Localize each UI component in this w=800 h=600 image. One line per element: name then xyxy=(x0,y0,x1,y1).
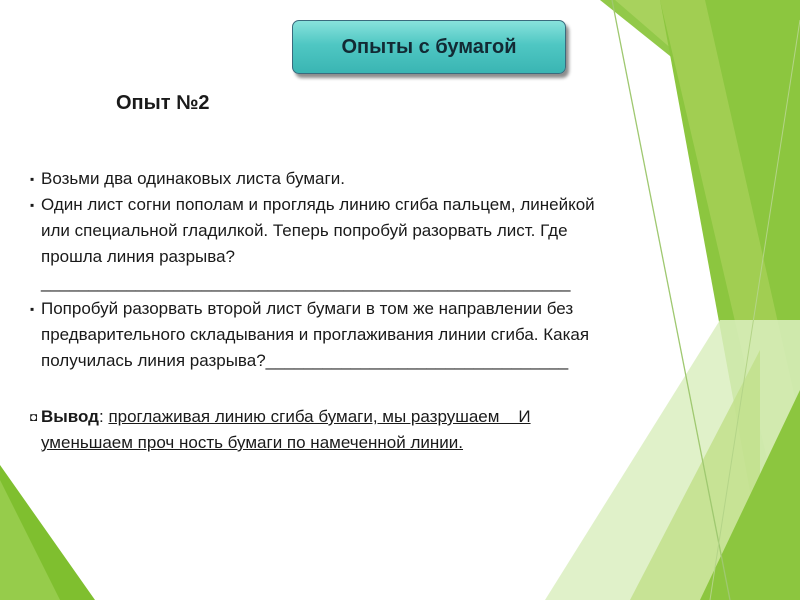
conclusion-label: Вывод xyxy=(41,407,99,426)
conclusion-line-1 xyxy=(30,404,775,430)
conclusion-bullet-icon: ◘ xyxy=(30,410,38,424)
list-item-line: Попробуй разорвать второй лист бумаги в том же направлении без xyxy=(41,299,574,318)
list-item xyxy=(30,192,775,296)
list-item-line: предварительного складывания и проглаживания линии сгиба. Какая xyxy=(41,325,590,344)
answer-blank-line: ________________________________________________________ xyxy=(41,273,571,292)
list-item-line: прошла линия разрыва? xyxy=(41,247,236,266)
bullet-icon: ▪ xyxy=(30,172,35,186)
bullet-icon: ▪ xyxy=(30,198,35,212)
list-item-line: получилась линия разрыва?________________________________ xyxy=(41,351,569,370)
list-item xyxy=(30,296,775,374)
experiment-heading: Опыт №2 xyxy=(116,92,210,114)
bullet-icon: ▪ xyxy=(30,302,35,316)
conclusion xyxy=(30,404,775,456)
conclusion-separator: : xyxy=(98,407,109,426)
conclusion-text-1: проглаживая линию сгиба бумаги, мы разрушаем И xyxy=(108,407,531,426)
list-item-line: Возьми два одинаковых листа бумаги. xyxy=(41,169,345,188)
list-item-line: или специальной гладилкой. Теперь попробуй разорвать лист. Где xyxy=(41,221,568,240)
list-item xyxy=(30,166,775,192)
conclusion-line-2 xyxy=(30,430,775,456)
conclusion-text-2: уменьшаем проч ность бумаги по намеченной линии. xyxy=(41,433,464,452)
list-item-line: Один лист согни пополам и проглядь линию сгиба пальцем, линейкой xyxy=(41,195,595,214)
title-text: Опыты с бумагой xyxy=(341,35,517,58)
title-button[interactable] xyxy=(292,20,566,74)
